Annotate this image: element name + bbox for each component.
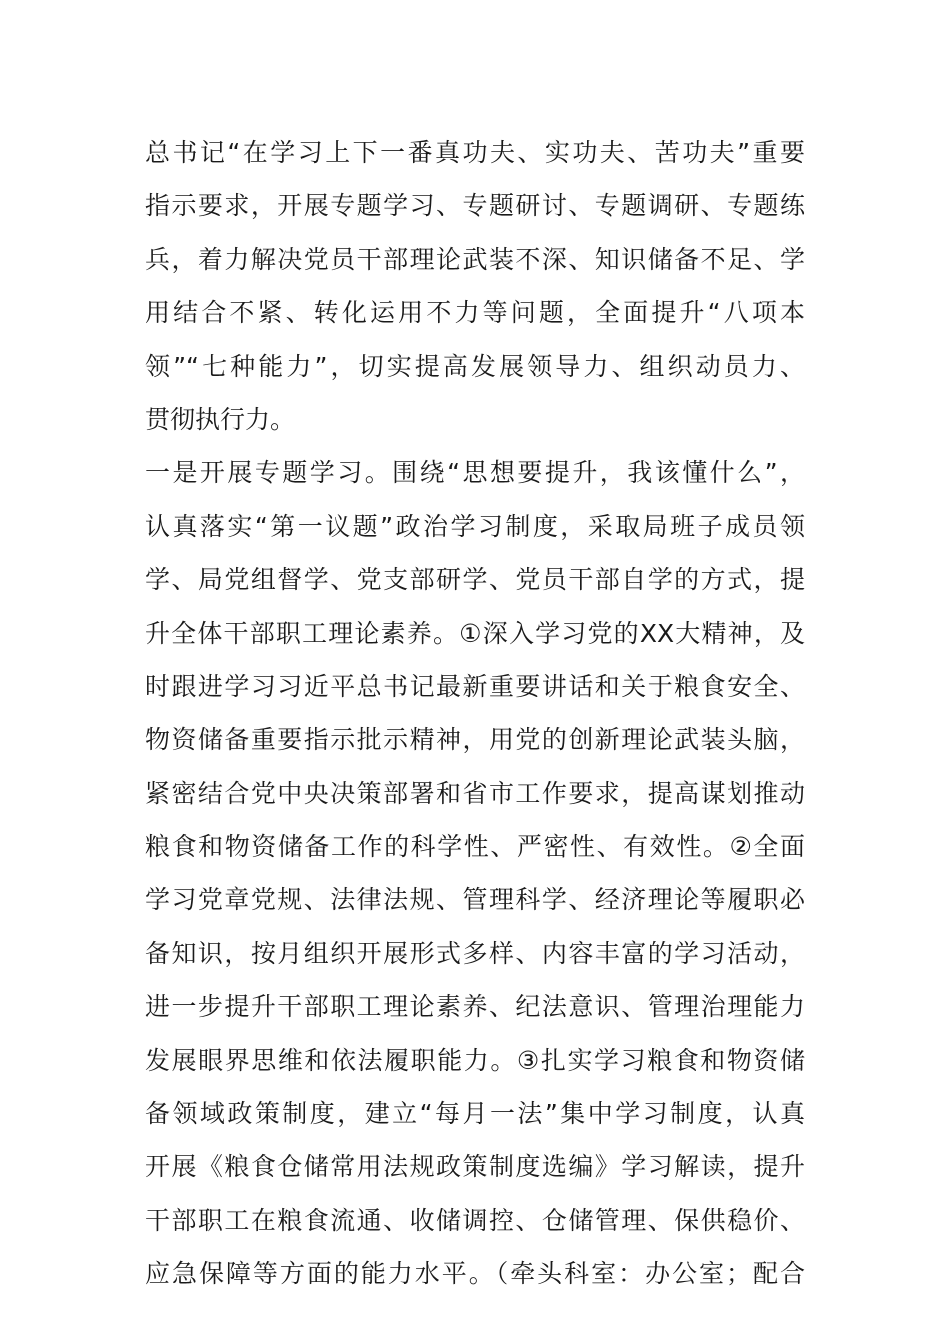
text-line: 紧密结合党中央决策部署和省市工作要求，提高谋划推动 <box>145 778 805 808</box>
text-line: 应急保障等方面的能力水平。（牵头科室：办公室；配合 <box>145 1259 805 1289</box>
text-line: 物资储备重要指示批示精神，用党的创新理论武装头脑， <box>145 725 805 755</box>
text-line: 升全体干部职工理论素养。①深入学习党的XX大精神，及 <box>145 618 805 648</box>
text-line: 开展《粮食仓储常用法规政策制度选编》学习解读，提升 <box>145 1152 805 1182</box>
text-line: 备领域政策制度，建立“每月一法”集中学习制度，认真 <box>145 1099 805 1129</box>
body-text <box>145 126 805 1301</box>
text-line: 用结合不紧、转化运用不力等问题，全面提升“八项本 <box>145 298 805 328</box>
text-line: 发展眼界思维和依法履职能力。③扎实学习粮食和物资储 <box>145 1045 805 1075</box>
text-line: 备知识，按月组织开展形式多样、内容丰富的学习活动， <box>145 938 805 968</box>
text-line: 总书记“在学习上下一番真功夫、实功夫、苦功夫”重要 <box>145 138 805 167</box>
text-line: 时跟进学习习近平总书记最新重要讲话和关于粮食安全、 <box>145 671 805 701</box>
text-line: 学、局党组督学、党支部研学、党员干部自学的方式，提 <box>145 565 805 595</box>
text-line: 干部职工在粮食流通、收储调控、仓储管理、保供稳价、 <box>145 1205 805 1235</box>
text-line: 兵，着力解决党员干部理论武装不深、知识储备不足、学 <box>145 244 805 274</box>
text-line: 指示要求，开展专题学习、专题研讨、专题调研、专题练 <box>145 191 805 221</box>
text-line: 一是开展专题学习。围绕“思想要提升，我该懂什么”， <box>145 458 805 488</box>
text-line: 粮食和物资储备工作的科学性、严密性、有效性。②全面 <box>145 832 805 862</box>
text-line: 领”“七种能力”，切实提高发展领导力、组织动员力、 <box>145 351 805 381</box>
text-line: 贯彻执行力。 <box>145 404 296 434</box>
text-line: 学习党章党规、法律法规、管理科学、经济理论等履职必 <box>145 885 805 915</box>
text-line: 进一步提升干部职工理论素养、纪法意识、管理治理能力 <box>145 992 805 1022</box>
text-line: 认真落实“第一议题”政治学习制度，采取局班子成员领 <box>145 511 805 541</box>
